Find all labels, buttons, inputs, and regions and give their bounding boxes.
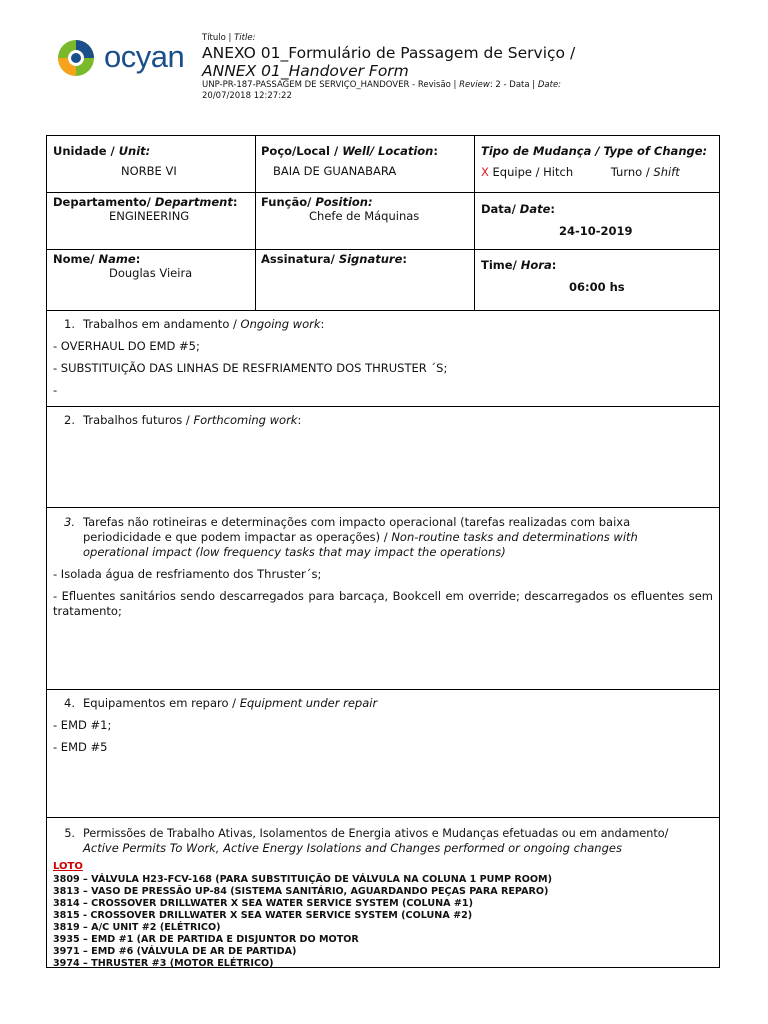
doc-title-pt: ANEXO 01_Formulário de Passagem de Serviço / — [202, 44, 576, 62]
list-item: - OVERHAUL DO EMD #5; — [53, 339, 200, 353]
position-value: Chefe de Máquinas — [309, 209, 420, 223]
permit-item: 3935 – EMD #1 (AR DE PARTIDA E DISJUNTOR DO MOTOR — [53, 934, 359, 945]
list-item: - Efluentes sanitários sendo descarregados para barcaça, Bookcell em override; descarregados os efluentes sem tratamento; — [53, 589, 713, 618]
section-heading: 1. Trabalhos em andamento / Ongoing work: — [64, 317, 325, 331]
ocyan-logo — [54, 37, 204, 79]
section-heading: 5. Permissões de Trabalho Ativas, Isolamentos de Energia ativos e Mudanças efetuadas ou em andamento/ — [64, 827, 669, 840]
permit-item: 3813 – VASO DE PRESSÃO UP-84 (SISTEMA SANITÁRIO, AGUARDANDO PEÇAS PARA REPARO) — [53, 886, 549, 897]
well-location-field: Poço/Local / Well/ Location: BAIA DE GUANABARA — [261, 144, 471, 178]
ocyan-logo-icon — [54, 37, 98, 79]
time-field: Time/ Hora: 06:00 hs — [481, 258, 719, 294]
list-item: - — [53, 383, 58, 397]
permit-item: 3819 – A/C UNIT #2 (ELÉTRICO) — [53, 922, 221, 933]
list-item: - EMD #1; — [53, 718, 112, 732]
hitch-selected-mark: X — [481, 165, 489, 179]
section-non-routine-tasks: 3. Tarefas não rotineiras e determinações com impacto operacional (tarefas realizadas com baixa periodicidade e que podem impactar as operações) / Non-routine tasks and determinations with operational impact (low frequency tasks that may impact the operations) - Isolada água de resfriamento dos Thruster´s; - Efluentes sanitários sendo descarregados para barcaça, Bookcell em override; descarregados os efluentes sem tratamento; — [53, 515, 713, 618]
department-value: ENGINEERING — [109, 209, 190, 223]
list-item: - SUBSTITUIÇÃO DAS LINHAS DE RESFRIAMENTO DOS THRUSTER ´S; — [53, 361, 448, 375]
title-caption: Título | Title: — [202, 33, 256, 43]
permit-item: 3809 – VÁLVULA H23-FCV-168 (PARA SUBSTITUIÇÃO DE VÁLVULA NA COLUNA 1 PUMP ROOM) — [53, 874, 552, 885]
option-hitch: Equipe / Hitch — [488, 165, 574, 179]
name-field: Nome/ Name: Douglas Vieira — [53, 252, 253, 280]
well-location-value: BAIA DE GUANABARA — [273, 164, 397, 178]
loto-label: LOTO — [53, 861, 83, 872]
date-field: Data/ Date: 24-10-2019 — [481, 202, 719, 238]
section-equipment-under-repair — [53, 696, 713, 755]
unit-field: Unidade / Unit: NORBE VI — [53, 144, 253, 178]
doc-datetime: 20/07/2018 12:27:22 — [202, 91, 292, 101]
type-of-change-field: Tipo de Mudança / Type of Change: X Equipe / Hitch Turno / Shift — [481, 144, 708, 179]
time-value: 06:00 hs — [569, 280, 625, 294]
name-value: Douglas Vieira — [109, 266, 193, 280]
permit-item: 3974 – THRUSTER #3 (MOTOR ELÉTRICO) — [53, 958, 274, 969]
handover-form-table — [46, 135, 720, 968]
position-field: Função/ Position: Chefe de Máquinas — [261, 195, 471, 223]
logo-wordmark: ocyan — [104, 39, 185, 74]
section-forthcoming-work — [53, 413, 713, 428]
section-active-permits: 5. Permissões de Trabalho Ativas, Isolamentos de Energia ativos e Mudanças efetuadas ou em andamento/ Active Permits To Work, Active Energy Isolations and Changes performed or ongoing changes LOTO 3809 – VÁLVULA H23-FCV-168 (PARA SUBSTITUIÇÃO DE VÁLVULA NA COLUNA 1 PUMP ROOM) 3813 – VASO DE PRESSÃO UP-84 (SISTEMA SANITÁRIO, AGUARDANDO PEÇAS PARA REPARO) 3814 – CROSSOVER DRILLWATER X SEA WATER SERVICE SYSTEM (COLUNA #1) 3815 - CROSSOVER DRILLWATER X SEA WATER SERVICE SYSTEM (COLUNA #2) 3819 – A/C UNIT #2 (ELÉTRICO) 3935 – EMD #1 (AR DE PARTIDA E DISJUNTOR DO MOTOR 3971 – EMD #6 (VÁLVULA DE AR DE PARTIDA) 3974 – THRUSTER #3 (MOTOR ELÉTRICO) — [53, 826, 717, 970]
list-item: - Isolada água de resfriamento dos Thruster´s; — [53, 567, 322, 581]
document-header — [202, 33, 742, 102]
date-value: 24-10-2019 — [559, 224, 633, 238]
permit-item: 3971 – EMD #6 (VÁLVULA DE AR DE PARTIDA) — [53, 946, 297, 957]
list-item: - EMD #5 — [53, 740, 108, 754]
unit-value: NORBE VI — [121, 164, 177, 178]
section-heading: 2. Trabalhos futuros / Forthcoming work: — [64, 413, 302, 427]
permit-item: 3814 – CROSSOVER DRILLWATER X SEA WATER SERVICE SYSTEM (COLUNA #1) — [53, 898, 473, 909]
doc-title-en: ANNEX 01_Handover Form — [202, 62, 409, 80]
section-ongoing-work — [53, 317, 713, 398]
section-heading: 3. Tarefas não rotineiras e determinações com impacto operacional (tarefas realizadas com baixa — [64, 515, 631, 529]
section-heading: 4. Equipamentos em reparo / Equipment under repair — [64, 696, 378, 710]
signature-field: Assinatura/ Signature: — [261, 252, 407, 266]
doc-meta: UNP-PR-187-PASSAGEM DE SERVIÇO_HANDOVER - Revisão | Review: 2 - Data | Date: — [202, 80, 562, 90]
department-field: Departamento/ Department: ENGINEERING — [53, 195, 253, 223]
permit-item: 3815 - CROSSOVER DRILLWATER X SEA WATER SERVICE SYSTEM (COLUNA #2) — [53, 910, 473, 921]
option-shift: Turno / Shift — [610, 165, 680, 179]
